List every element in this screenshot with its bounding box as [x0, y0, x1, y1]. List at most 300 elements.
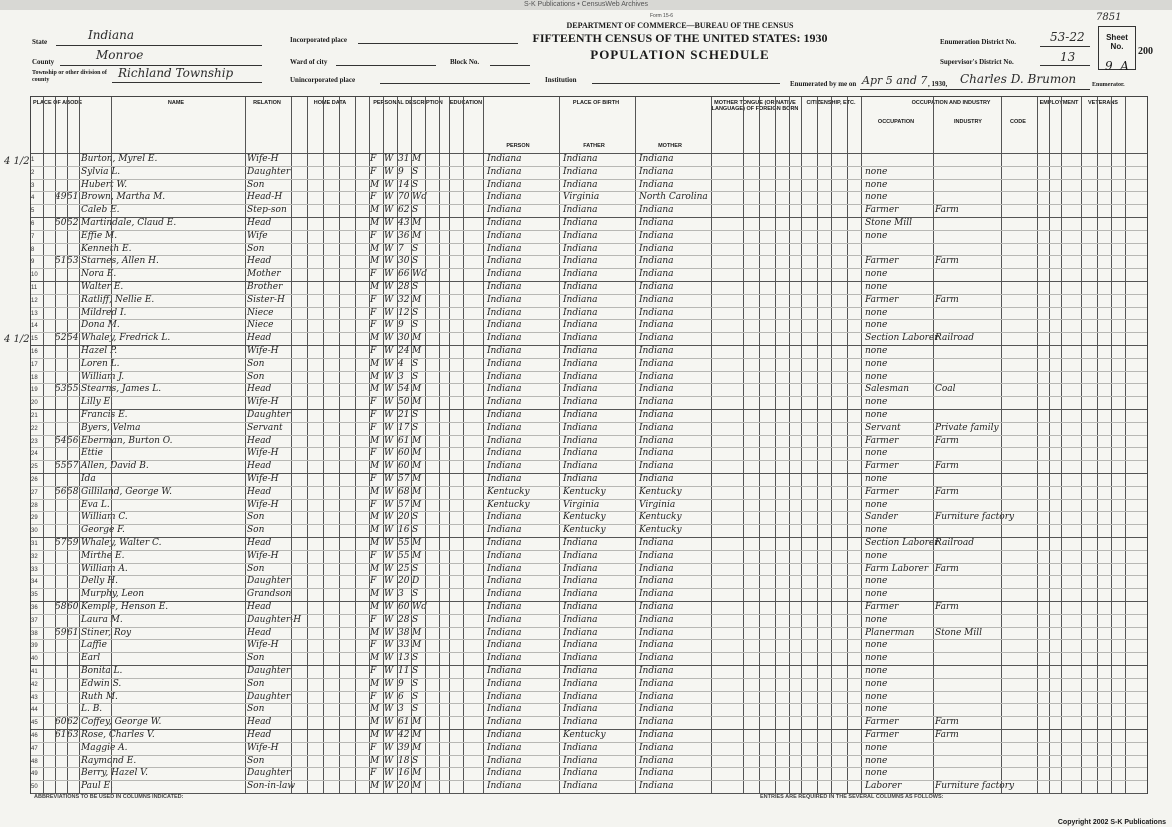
cell-name: Kenneth E. [81, 243, 132, 254]
cell-n: 29 [31, 515, 38, 522]
cell-occ: none [865, 320, 888, 331]
cell-birth: Indiana [487, 640, 522, 651]
cell-father: Indiana [563, 269, 598, 280]
cell-sex: M [370, 384, 380, 395]
cell-name: Gilliland, George W. [81, 486, 172, 497]
cell-name: Whaley, Walter C. [81, 538, 162, 548]
cell-father: Indiana [563, 307, 598, 318]
cell-sex: M [370, 717, 380, 728]
cell-dw [55, 243, 67, 256]
cell-ms: S [412, 512, 419, 523]
cell-occ: Farmer [865, 730, 899, 740]
cell-n: 18 [31, 374, 38, 381]
cell-ind: Farm [935, 563, 959, 574]
cell-ind [935, 371, 1001, 384]
cell-n: 16 [31, 349, 38, 355]
cell-occ: none [865, 742, 888, 753]
cell-sex: F [370, 550, 377, 561]
enumerated-year: , 1930, [928, 80, 948, 88]
cell-mother: Indiana [639, 294, 674, 305]
cell-birth: Indiana [487, 179, 522, 190]
cell-sex: M [370, 243, 380, 254]
cell-mother: Indiana [639, 346, 674, 356]
cell-fam [67, 166, 79, 179]
cell-occ: none [865, 410, 888, 420]
cell-birth: Indiana [487, 205, 522, 216]
cell-birth: Indiana [487, 563, 522, 574]
cell-occ: none [865, 576, 888, 587]
cell-sex: F [370, 499, 377, 510]
cell-n: 30 [31, 528, 38, 535]
cell-fam [67, 588, 79, 601]
cell-n: 22 [31, 425, 38, 432]
cell-father: Indiana [563, 589, 598, 600]
cell-race: W [384, 576, 394, 587]
cell-age: 12 [398, 307, 410, 318]
state-label: State [32, 38, 48, 46]
cell-fam [67, 767, 79, 780]
header-name: NAME [167, 100, 185, 106]
cell-father: Indiana [563, 602, 598, 612]
cell-rel: Grandson [247, 589, 292, 600]
cell-dw [55, 703, 67, 716]
cell-mother: Indiana [639, 166, 674, 177]
cell-fam [67, 703, 79, 716]
form-number: Form 15-6 [650, 13, 674, 19]
cell-name: George F. [81, 525, 125, 536]
cell-ind: Furniture factory [935, 781, 1015, 792]
cell-ms: M [412, 384, 422, 395]
cell-sex: M [370, 512, 380, 523]
cell-name: Bonita L. [81, 666, 123, 676]
cell-name: L. B. [81, 704, 103, 715]
cell-sex: F [370, 154, 377, 164]
header-employment: EMPLOYMENT [1039, 100, 1079, 106]
cell-dw: 60 [55, 717, 67, 728]
cell-name: Effie M. [81, 230, 118, 241]
cell-father: Indiana [563, 320, 598, 331]
cell-rel: Daughter [247, 768, 291, 779]
cell-mother: Indiana [639, 717, 674, 728]
cell-race: W [384, 563, 394, 574]
cell-ms: M [412, 640, 422, 651]
cell-occ: none [865, 474, 888, 484]
cell-dw [55, 575, 67, 588]
cell-name: Ratliff, Nellie E. [81, 294, 155, 305]
cell-birth: Indiana [487, 653, 522, 664]
cell-sex: M [370, 371, 380, 382]
cell-mother: Indiana [639, 602, 674, 612]
cell-race: W [384, 307, 394, 318]
cell-ind [935, 652, 1001, 665]
cell-race: W [384, 538, 394, 548]
cell-sex: M [370, 563, 380, 574]
cell-age: 36 [398, 230, 410, 241]
cell-sex: F [370, 166, 377, 177]
cell-father: Indiana [563, 410, 598, 420]
cell-birth: Indiana [487, 755, 522, 766]
cell-age: 3 [398, 704, 404, 715]
cell-birth: Indiana [487, 781, 522, 792]
cell-n: 4 [31, 195, 35, 202]
cell-sex: M [370, 525, 380, 536]
cell-mother: Indiana [639, 576, 674, 587]
cell-age: 24 [398, 346, 410, 356]
cell-race: W [384, 230, 394, 241]
cell-mother: Indiana [639, 653, 674, 664]
subhead-code: CODE [1010, 119, 1026, 125]
enum-district-value: 53-22 [1050, 30, 1085, 44]
cell-race: W [384, 742, 394, 753]
cell-mother: Indiana [639, 307, 674, 318]
cell-ms: S [412, 614, 419, 625]
cell-age: 60 [398, 461, 410, 472]
cell-age: 9 [398, 166, 404, 177]
cell-age: 57 [398, 474, 410, 484]
cell-ms: M [412, 499, 422, 510]
cell-father: Indiana [563, 691, 598, 702]
cell-mother: Indiana [639, 154, 674, 164]
cell-mother: Indiana [639, 781, 674, 792]
cell-ind [935, 767, 1001, 780]
enumerator-name: Charles D. Brumon [960, 72, 1077, 86]
cell-fam [67, 153, 79, 166]
cell-sex: F [370, 294, 377, 305]
cell-ms: S [412, 525, 419, 536]
cell-ms: M [412, 435, 422, 446]
cell-rel: Son [247, 371, 265, 382]
cell-ind: Farm [935, 730, 959, 740]
cell-mother: Indiana [639, 614, 674, 625]
cell-sex: F [370, 691, 377, 702]
cell-age: 17 [398, 422, 410, 433]
cell-n: 33 [31, 566, 38, 573]
cell-rel: Wife-H [247, 154, 279, 164]
cell-occ: Farmer [865, 294, 899, 305]
cell-rel: Head [247, 461, 272, 472]
cell-birth: Indiana [487, 397, 522, 408]
cell-age: 25 [398, 563, 410, 574]
cell-dw [55, 268, 67, 281]
cell-ind [935, 307, 1001, 320]
cell-occ: Farmer [865, 256, 899, 267]
cell-name: Laura M. [81, 614, 123, 625]
cell-race: W [384, 320, 394, 331]
cell-birth: Indiana [487, 230, 522, 241]
cell-birth: Indiana [487, 666, 522, 676]
cell-fam: 55 [67, 384, 79, 395]
cell-n: 37 [31, 617, 38, 624]
cell-age: 55 [398, 538, 410, 548]
cell-mother: Indiana [639, 282, 674, 292]
cell-age: 32 [398, 294, 410, 305]
cell-ind [935, 550, 1001, 563]
cell-ms: S [412, 563, 419, 574]
cell-ms: M [412, 448, 422, 459]
cell-age: 57 [398, 499, 410, 510]
header-home-data: HOME DATA [313, 100, 347, 106]
cell-ms: S [412, 243, 419, 254]
cell-age: 16 [398, 525, 410, 536]
cell-age: 54 [398, 384, 410, 395]
cell-birth: Indiana [487, 512, 522, 523]
cell-n: 50 [31, 784, 38, 791]
cell-mother: Indiana [639, 461, 674, 472]
cell-race: W [384, 179, 394, 190]
department-title: DEPARTMENT OF COMMERCE—BUREAU OF THE CENSUS [566, 21, 794, 30]
cell-mother: Indiana [639, 256, 674, 267]
cell-n: 44 [31, 707, 38, 714]
cell-ms: Wd [412, 269, 428, 280]
cell-n: 19 [31, 387, 38, 394]
cell-occ: none [865, 525, 888, 536]
cell-race: W [384, 154, 394, 164]
cell-ind: Railroad [935, 333, 974, 344]
cell-sex: F [370, 666, 377, 676]
supervisor-district-label: Supervisor's District No. [940, 58, 1014, 66]
cell-fam [67, 281, 79, 294]
cell-dw [55, 307, 67, 320]
cell-race: W [384, 410, 394, 420]
cell-ind [935, 524, 1001, 537]
cell-sex: M [370, 358, 380, 369]
cell-father: Indiana [563, 371, 598, 382]
cell-sex: M [370, 538, 380, 548]
cell-age: 33 [398, 640, 410, 651]
cell-fam [67, 524, 79, 537]
cell-ind [935, 191, 1001, 204]
cell-race: W [384, 704, 394, 715]
census-title: FIFTEENTH CENSUS OF THE UNITED STATES: 1930 [532, 31, 828, 45]
cell-mother: Indiana [639, 755, 674, 766]
cell-n: 36 [31, 605, 38, 611]
subhead-mother: MOTHER [658, 143, 682, 149]
cell-age: 11 [398, 666, 410, 676]
cell-sex: F [370, 422, 377, 433]
cell-name: Hazel P. [81, 346, 118, 356]
cell-occ: Servant [865, 422, 901, 433]
cell-dw [55, 678, 67, 691]
cell-dw [55, 153, 67, 166]
cell-ms: M [412, 461, 422, 472]
cell-dw [55, 447, 67, 460]
cell-dw [55, 767, 67, 780]
cell-age: 14 [398, 179, 410, 190]
cell-occ: none [865, 179, 888, 190]
cell-ms: M [412, 717, 422, 728]
cell-name: Delly H. [81, 576, 118, 587]
cell-sex: M [370, 486, 380, 497]
cell-age: 13 [398, 653, 410, 664]
cell-father: Kentucky [563, 512, 606, 523]
cell-race: W [384, 781, 394, 792]
abbreviations-title: ABBREVIATIONS TO BE USED IN COLUMNS INDICATED: [34, 794, 184, 800]
cell-race: W [384, 243, 394, 254]
cell-occ: none [865, 166, 888, 177]
cell-race: W [384, 717, 394, 728]
cell-n: 38 [31, 630, 38, 637]
cell-n: 14 [31, 323, 38, 330]
cell-dw [55, 511, 67, 524]
cell-n: 40 [31, 656, 38, 663]
cell-n: 8 [31, 246, 35, 253]
cell-birth: Indiana [487, 678, 522, 689]
cell-father: Indiana [563, 653, 598, 664]
cell-birth: Kentucky [487, 486, 530, 497]
cell-fam [67, 563, 79, 576]
cell-rel: Step-son [247, 205, 287, 216]
cell-father: Kentucky [563, 730, 606, 740]
cell-age: 61 [398, 435, 410, 446]
schedule-title: POPULATION SCHEDULE [590, 47, 770, 62]
cell-race: W [384, 589, 394, 600]
cell-sex: F [370, 346, 377, 356]
cell-ind [935, 345, 1001, 358]
cell-fam: 52 [67, 218, 79, 228]
cell-fam: 57 [67, 461, 79, 472]
cell-ms: S [412, 307, 419, 318]
cell-rel: Wife-H [247, 640, 279, 651]
cell-dw: 59 [55, 627, 67, 638]
cell-race: W [384, 448, 394, 459]
cell-occ: none [865, 269, 888, 280]
cell-name: William C. [81, 512, 128, 523]
cell-father: Indiana [563, 781, 598, 792]
cell-dw [55, 409, 67, 422]
cell-mother: Virginia [639, 499, 676, 510]
cell-father: Indiana [563, 640, 598, 651]
cell-age: 20 [398, 781, 410, 792]
cell-sex: F [370, 640, 377, 651]
cell-fam [67, 371, 79, 384]
cell-n: 3 [31, 182, 35, 189]
cell-sex: F [370, 614, 377, 625]
cell-ms: M [412, 768, 422, 779]
cell-sex: M [370, 627, 380, 638]
cell-fam [67, 179, 79, 192]
cell-mother: Indiana [639, 269, 674, 280]
cell-rel: Wife-H [247, 499, 279, 510]
cell-fam: 62 [67, 717, 79, 728]
cell-ind: Farm [935, 717, 959, 728]
cell-father: Kentucky [563, 525, 606, 536]
cell-age: 50 [398, 397, 410, 408]
cell-name: Coffey, George W. [81, 717, 162, 728]
cell-sex: M [370, 755, 380, 766]
cell-mother: Indiana [639, 640, 674, 651]
cell-dw [55, 614, 67, 627]
cell-fam [67, 409, 79, 422]
county-value: Monroe [96, 48, 144, 62]
unincorporated-label: Unincorporated place [290, 76, 356, 84]
cell-n: 1 [31, 157, 35, 163]
cell-dw [55, 639, 67, 652]
cell-ms: M [412, 730, 422, 740]
cell-age: 61 [398, 717, 410, 728]
cell-father: Kentucky [563, 486, 606, 497]
cell-ms: S [412, 678, 419, 689]
cell-sex: M [370, 435, 380, 446]
cell-ms: S [412, 256, 419, 267]
cell-occ: none [865, 307, 888, 318]
cell-name: Stiner, Roy [81, 627, 132, 638]
cell-sex: M [370, 461, 380, 472]
cell-birth: Indiana [487, 166, 522, 177]
cell-dw: 55 [55, 461, 67, 472]
cell-rel: Mother [247, 269, 281, 280]
cell-father: Indiana [563, 333, 598, 344]
cell-dw: 56 [55, 486, 67, 497]
header-personal-description: PERSONAL DESCRIPTION [373, 100, 443, 106]
enum-district-label: Enumeration District No. [940, 38, 1017, 46]
cell-rel: Head [247, 486, 272, 497]
cell-father: Indiana [563, 768, 598, 779]
cell-occ: none [865, 678, 888, 689]
cell-ind [935, 499, 1001, 512]
cell-dw [55, 780, 67, 793]
cell-dw [55, 204, 67, 217]
cell-sex: M [370, 282, 380, 292]
cell-race: W [384, 755, 394, 766]
cell-mother: Indiana [639, 666, 674, 676]
cell-age: 43 [398, 218, 410, 228]
cell-dw [55, 358, 67, 371]
cell-name: Lilly E. [81, 397, 113, 408]
cell-occ: none [865, 691, 888, 702]
cell-ind [935, 281, 1001, 294]
cell-race: W [384, 627, 394, 638]
cell-mother: Indiana [639, 448, 674, 459]
cell-dw [55, 281, 67, 294]
cell-sex: F [370, 230, 377, 241]
cell-fam [67, 691, 79, 704]
cell-fam [67, 396, 79, 409]
cell-race: W [384, 666, 394, 676]
cell-birth: Indiana [487, 358, 522, 369]
cell-ms: Wd [412, 602, 428, 612]
cell-age: 18 [398, 755, 410, 766]
cell-race: W [384, 294, 394, 305]
cell-birth: Indiana [487, 768, 522, 779]
cell-mother: Indiana [639, 243, 674, 254]
cell-ms: S [412, 358, 419, 369]
cell-mother: Indiana [639, 410, 674, 420]
sheet-number-box [1098, 26, 1136, 73]
cell-rel: Head [247, 218, 272, 228]
cell-rel: Daughter [247, 166, 291, 177]
cell-father: Indiana [563, 166, 598, 177]
cell-name: Rose, Charles V. [81, 730, 155, 740]
cell-n: 43 [31, 694, 38, 701]
cell-fam [67, 447, 79, 460]
cell-name: Edwin S. [81, 678, 122, 689]
cell-rel: Head [247, 333, 272, 344]
cell-n: 24 [31, 451, 38, 458]
cell-name: Stearns, James L. [81, 384, 162, 395]
cell-fam [67, 345, 79, 358]
cell-ind [935, 447, 1001, 460]
cell-race: W [384, 205, 394, 216]
cell-sex: M [370, 704, 380, 715]
cell-sex: F [370, 448, 377, 459]
county-label: County [32, 58, 55, 66]
cell-dw [55, 550, 67, 563]
cell-mother: Indiana [639, 384, 674, 395]
header-relation: RELATION [253, 100, 281, 106]
cell-occ: Planerman [865, 627, 915, 638]
cell-sex: M [370, 653, 380, 664]
cell-name: Whaley, Fredrick L. [81, 333, 171, 344]
